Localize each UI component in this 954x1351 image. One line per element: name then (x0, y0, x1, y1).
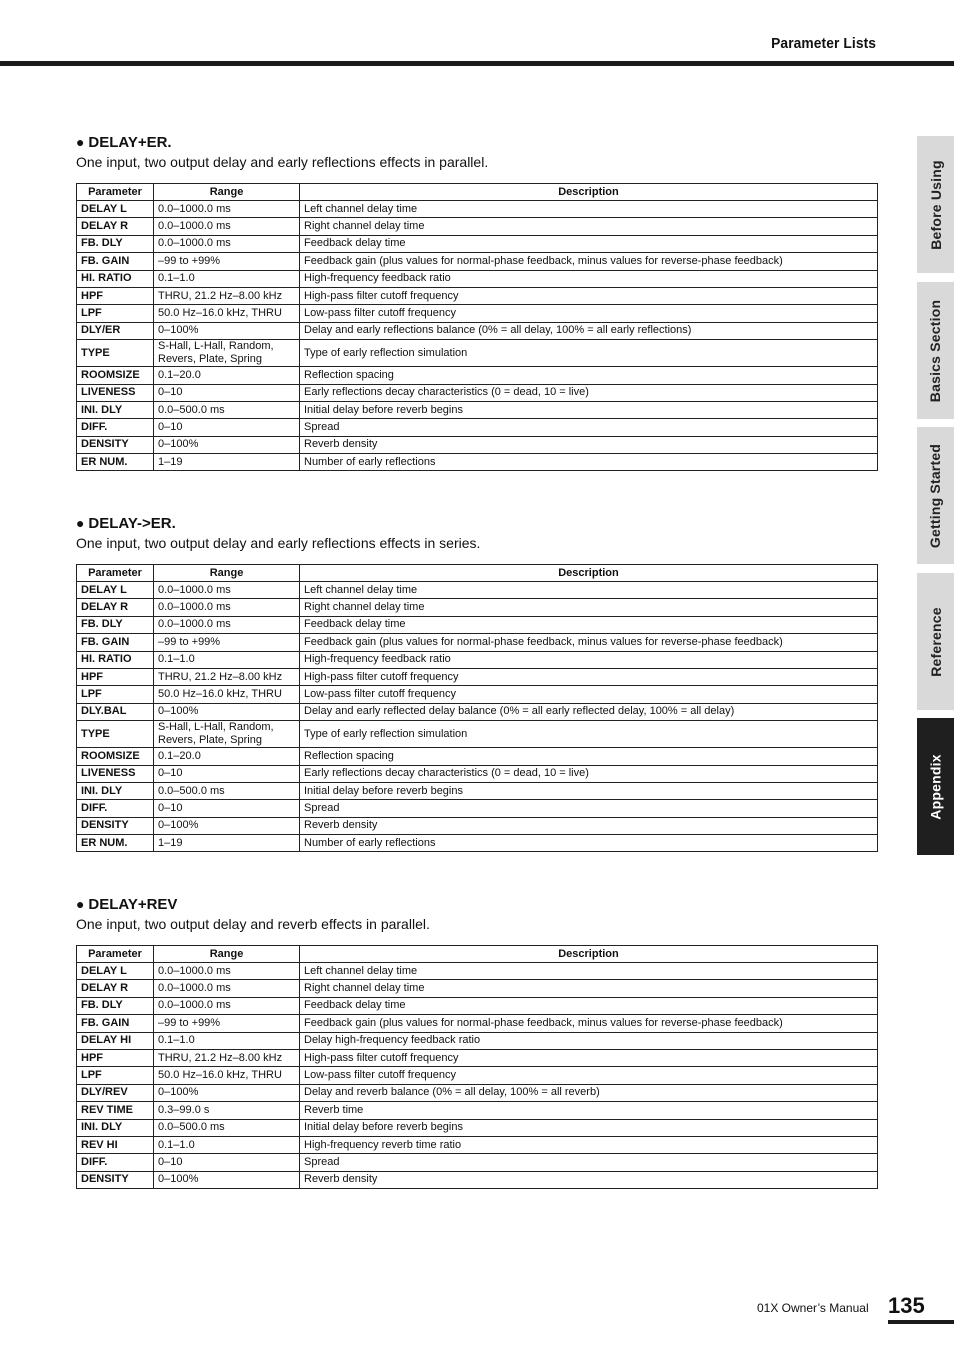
section-title (76, 514, 877, 532)
parameter-cell: HI. RATIO (77, 651, 154, 668)
range-cell: 0.0–500.0 ms (154, 401, 300, 418)
table-row (77, 305, 878, 322)
parameter-table (76, 564, 878, 852)
description-cell: Initial delay before reverb begins (300, 401, 878, 418)
parameter-cell: DELAY L (77, 963, 154, 980)
description-cell: Type of early reflection simulation (300, 340, 878, 367)
parameter-cell: TYPE (77, 340, 154, 367)
column-header-range: Range (154, 946, 300, 963)
description-cell: Feedback gain (plus values for normal-phase feedback, minus values for reverse-phase feedback) (300, 634, 878, 651)
table-row (77, 616, 878, 633)
parameter-cell: INI. DLY (77, 401, 154, 418)
table-row (77, 384, 878, 401)
description-cell: Spread (300, 419, 878, 436)
tab-appendix[interactable] (917, 718, 954, 855)
description-cell: Reflection spacing (300, 748, 878, 765)
description-cell: Reverb time (300, 1102, 878, 1119)
parameter-cell: DELAY HI (77, 1032, 154, 1049)
table-row (77, 651, 878, 668)
section-title-text: DELAY+REV (88, 896, 178, 913)
description-cell: Spread (300, 800, 878, 817)
tab-getting-started[interactable] (917, 427, 954, 564)
table-row (77, 287, 878, 304)
range-cell: 0.0–1000.0 ms (154, 980, 300, 997)
column-header-parameter: Parameter (77, 565, 154, 582)
section-title-text: DELAY+ER. (88, 134, 172, 151)
range-cell: 0.0–1000.0 ms (154, 218, 300, 235)
table-row (77, 582, 878, 599)
parameter-cell: DELAY R (77, 980, 154, 997)
table-row (77, 1136, 878, 1153)
range-cell: 0.1–1.0 (154, 1032, 300, 1049)
bullet-icon: ● (76, 896, 89, 912)
table-row (77, 218, 878, 235)
range-cell: 0–10 (154, 419, 300, 436)
parameter-cell: ROOMSIZE (77, 748, 154, 765)
page-number: 135 (888, 1293, 925, 1318)
range-cell: 0.0–1000.0 ms (154, 963, 300, 980)
parameter-cell: ROOMSIZE (77, 367, 154, 384)
table-row (77, 800, 878, 817)
description-cell: Feedback delay time (300, 997, 878, 1014)
range-cell: 0.1–20.0 (154, 748, 300, 765)
table-row (77, 454, 878, 471)
table-row (77, 668, 878, 685)
description-cell: Number of early reflections (300, 835, 878, 852)
description-cell: Reflection spacing (300, 367, 878, 384)
range-cell: 0–10 (154, 800, 300, 817)
parameter-cell: FB. GAIN (77, 634, 154, 651)
range-cell: 0.0–1000.0 ms (154, 599, 300, 616)
table-row (77, 721, 878, 748)
description-cell: Early reflections decay characteristics (0 = dead, 10 = live) (300, 384, 878, 401)
section-title-text: DELAY->ER. (88, 515, 176, 532)
parameter-cell: DELAY L (77, 201, 154, 218)
range-cell: –99 to +99% (154, 1015, 300, 1032)
table-header-row (77, 946, 878, 963)
range-cell: 0.1–20.0 (154, 367, 300, 384)
header-rule (0, 61, 954, 66)
footer-manual-title: 01X Owner’s Manual (757, 1301, 869, 1315)
description-cell: Reverb density (300, 1171, 878, 1188)
parameter-cell: DIFF. (77, 419, 154, 436)
range-cell: 0.0–1000.0 ms (154, 235, 300, 252)
parameter-cell: DENSITY (77, 1171, 154, 1188)
description-cell: Delay high-frequency feedback ratio (300, 1032, 878, 1049)
description-cell: Delay and early reflections balance (0% = all delay, 100% = all early reflections) (300, 322, 878, 339)
parameter-cell: FB. DLY (77, 616, 154, 633)
table-row (77, 270, 878, 287)
section-description: One input, two output delay and early reflections effects in series. (76, 535, 481, 551)
parameter-cell: DLY.BAL (77, 703, 154, 720)
parameter-cell: HI. RATIO (77, 270, 154, 287)
parameter-cell: LPF (77, 686, 154, 703)
description-cell: Early reflections decay characteristics (0 = dead, 10 = live) (300, 765, 878, 782)
range-cell: THRU, 21.2 Hz–8.00 kHz (154, 668, 300, 685)
range-cell: 50.0 Hz–16.0 kHz, THRU (154, 305, 300, 322)
parameter-cell: DELAY L (77, 582, 154, 599)
description-cell: Initial delay before reverb begins (300, 782, 878, 799)
parameter-cell: FB. DLY (77, 235, 154, 252)
description-cell: High-frequency feedback ratio (300, 651, 878, 668)
range-cell: 0.0–1000.0 ms (154, 616, 300, 633)
table-row (77, 1084, 878, 1101)
description-cell: Delay and reverb balance (0% = all delay, 100% = all reverb) (300, 1084, 878, 1101)
table-row (77, 1067, 878, 1084)
description-cell: Feedback delay time (300, 235, 878, 252)
range-cell: 50.0 Hz–16.0 kHz, THRU (154, 1067, 300, 1084)
description-cell: Initial delay before reverb begins (300, 1119, 878, 1136)
description-cell: Right channel delay time (300, 599, 878, 616)
description-cell: Feedback gain (plus values for normal-phase feedback, minus values for reverse-phase feedback) (300, 1015, 878, 1032)
table-header-row (77, 565, 878, 582)
table-row (77, 1154, 878, 1171)
table-row (77, 1049, 878, 1066)
parameter-cell: FB. DLY (77, 997, 154, 1014)
column-header-parameter: Parameter (77, 946, 154, 963)
parameter-cell: DLY/ER (77, 322, 154, 339)
range-cell: 0–100% (154, 703, 300, 720)
parameter-table (76, 945, 878, 1189)
range-cell: 50.0 Hz–16.0 kHz, THRU (154, 686, 300, 703)
tab-label: Before Using (927, 159, 944, 250)
table-row (77, 599, 878, 616)
tab-label: Getting Started (927, 443, 944, 548)
parameter-cell: LIVENESS (77, 384, 154, 401)
parameter-cell: DENSITY (77, 436, 154, 453)
description-cell: High-pass filter cutoff frequency (300, 668, 878, 685)
range-cell: 0–10 (154, 384, 300, 401)
table-row (77, 1102, 878, 1119)
range-cell: 0–10 (154, 1154, 300, 1171)
section-1 (76, 514, 877, 852)
range-cell: 0–100% (154, 436, 300, 453)
tab-before-using[interactable] (917, 136, 954, 273)
table-row (77, 634, 878, 651)
table-row (77, 703, 878, 720)
table-row (77, 201, 878, 218)
table-row (77, 253, 878, 270)
section-title (76, 895, 877, 913)
range-cell: –99 to +99% (154, 253, 300, 270)
range-cell: 0.0–1000.0 ms (154, 201, 300, 218)
tab-label: Appendix (927, 753, 944, 820)
parameter-cell: INI. DLY (77, 782, 154, 799)
tab-label: Reference (927, 606, 944, 677)
column-header-description: Description (300, 565, 878, 582)
header-title: Parameter Lists (771, 35, 876, 52)
bullet-icon: ● (76, 134, 89, 150)
description-cell: Feedback gain (plus values for normal-phase feedback, minus values for reverse-phase feedback) (300, 253, 878, 270)
table-header-row (77, 184, 878, 201)
parameter-cell: HPF (77, 668, 154, 685)
parameter-cell: HPF (77, 287, 154, 304)
bullet-icon: ● (76, 515, 89, 531)
table-row (77, 1119, 878, 1136)
range-cell: 1–19 (154, 835, 300, 852)
parameter-cell: LPF (77, 305, 154, 322)
description-cell: Reverb density (300, 817, 878, 834)
range-cell: 0–100% (154, 322, 300, 339)
range-cell: 0.1–1.0 (154, 651, 300, 668)
section-2 (76, 895, 877, 1189)
description-cell: Delay and early reflected delay balance (0% = all early reflected delay, 100% = all delay) (300, 703, 878, 720)
section-0 (76, 133, 877, 471)
table-row (77, 963, 878, 980)
range-cell: –99 to +99% (154, 634, 300, 651)
parameter-table (76, 183, 878, 471)
tab-reference[interactable] (917, 573, 954, 710)
tab-basics-section[interactable] (917, 282, 954, 419)
parameter-cell: DENSITY (77, 817, 154, 834)
range-cell: 0–100% (154, 817, 300, 834)
description-cell: High-frequency reverb time ratio (300, 1136, 878, 1153)
range-cell: 0–100% (154, 1171, 300, 1188)
table-row (77, 817, 878, 834)
parameter-cell: HPF (77, 1049, 154, 1066)
description-cell: Left channel delay time (300, 201, 878, 218)
parameter-cell: DELAY R (77, 599, 154, 616)
range-cell: 0.0–1000.0 ms (154, 582, 300, 599)
range-cell: 0.0–500.0 ms (154, 1119, 300, 1136)
parameter-cell: DLY/REV (77, 1084, 154, 1101)
description-cell: Left channel delay time (300, 963, 878, 980)
table-row (77, 1032, 878, 1049)
table-row (77, 401, 878, 418)
description-cell: Right channel delay time (300, 218, 878, 235)
range-cell: S-Hall, L-Hall, Random, Revers, Plate, Spring (154, 721, 300, 748)
description-cell: Low-pass filter cutoff frequency (300, 1067, 878, 1084)
tab-label: Basics Section (927, 299, 944, 402)
description-cell: Spread (300, 1154, 878, 1171)
footer-rule (888, 1320, 954, 1324)
table-row (77, 748, 878, 765)
range-cell: 0–100% (154, 1084, 300, 1101)
parameter-cell: REV HI (77, 1136, 154, 1153)
table-row (77, 436, 878, 453)
table-row (77, 340, 878, 367)
table-row (77, 1015, 878, 1032)
description-cell: Low-pass filter cutoff frequency (300, 305, 878, 322)
column-header-description: Description (300, 946, 878, 963)
table-row (77, 1171, 878, 1188)
table-row (77, 235, 878, 252)
description-cell: Type of early reflection simulation (300, 721, 878, 748)
parameter-cell: FB. GAIN (77, 1015, 154, 1032)
parameter-cell: ER NUM. (77, 835, 154, 852)
range-cell: 0.1–1.0 (154, 270, 300, 287)
table-row (77, 997, 878, 1014)
description-cell: High-pass filter cutoff frequency (300, 287, 878, 304)
range-cell: THRU, 21.2 Hz–8.00 kHz (154, 1049, 300, 1066)
range-cell: THRU, 21.2 Hz–8.00 kHz (154, 287, 300, 304)
description-cell: Low-pass filter cutoff frequency (300, 686, 878, 703)
parameter-cell: LPF (77, 1067, 154, 1084)
table-row (77, 835, 878, 852)
range-cell: 0.0–1000.0 ms (154, 997, 300, 1014)
parameter-cell: DIFF. (77, 1154, 154, 1171)
description-cell: Number of early reflections (300, 454, 878, 471)
section-title (76, 133, 877, 151)
table-row (77, 367, 878, 384)
table-row (77, 765, 878, 782)
range-cell: S-Hall, L-Hall, Random, Revers, Plate, Spring (154, 340, 300, 367)
parameter-cell: INI. DLY (77, 1119, 154, 1136)
description-cell: High-pass filter cutoff frequency (300, 1049, 878, 1066)
description-cell: Reverb density (300, 436, 878, 453)
column-header-range: Range (154, 565, 300, 582)
parameter-cell: TYPE (77, 721, 154, 748)
parameter-cell: ER NUM. (77, 454, 154, 471)
range-cell: 0–10 (154, 765, 300, 782)
range-cell: 0.1–1.0 (154, 1136, 300, 1153)
table-row (77, 782, 878, 799)
column-header-range: Range (154, 184, 300, 201)
parameter-cell: DELAY R (77, 218, 154, 235)
parameter-cell: DIFF. (77, 800, 154, 817)
section-description: One input, two output delay and reverb effects in parallel. (76, 916, 430, 932)
description-cell: Left channel delay time (300, 582, 878, 599)
range-cell: 1–19 (154, 454, 300, 471)
parameter-cell: LIVENESS (77, 765, 154, 782)
parameter-cell: FB. GAIN (77, 253, 154, 270)
table-row (77, 686, 878, 703)
description-cell: High-frequency feedback ratio (300, 270, 878, 287)
section-description: One input, two output delay and early reflections effects in parallel. (76, 154, 489, 170)
table-row (77, 980, 878, 997)
column-header-parameter: Parameter (77, 184, 154, 201)
table-row (77, 419, 878, 436)
table-row (77, 322, 878, 339)
parameter-cell: REV TIME (77, 1102, 154, 1119)
column-header-description: Description (300, 184, 878, 201)
range-cell: 0.0–500.0 ms (154, 782, 300, 799)
description-cell: Right channel delay time (300, 980, 878, 997)
range-cell: 0.3–99.0 s (154, 1102, 300, 1119)
description-cell: Feedback delay time (300, 616, 878, 633)
